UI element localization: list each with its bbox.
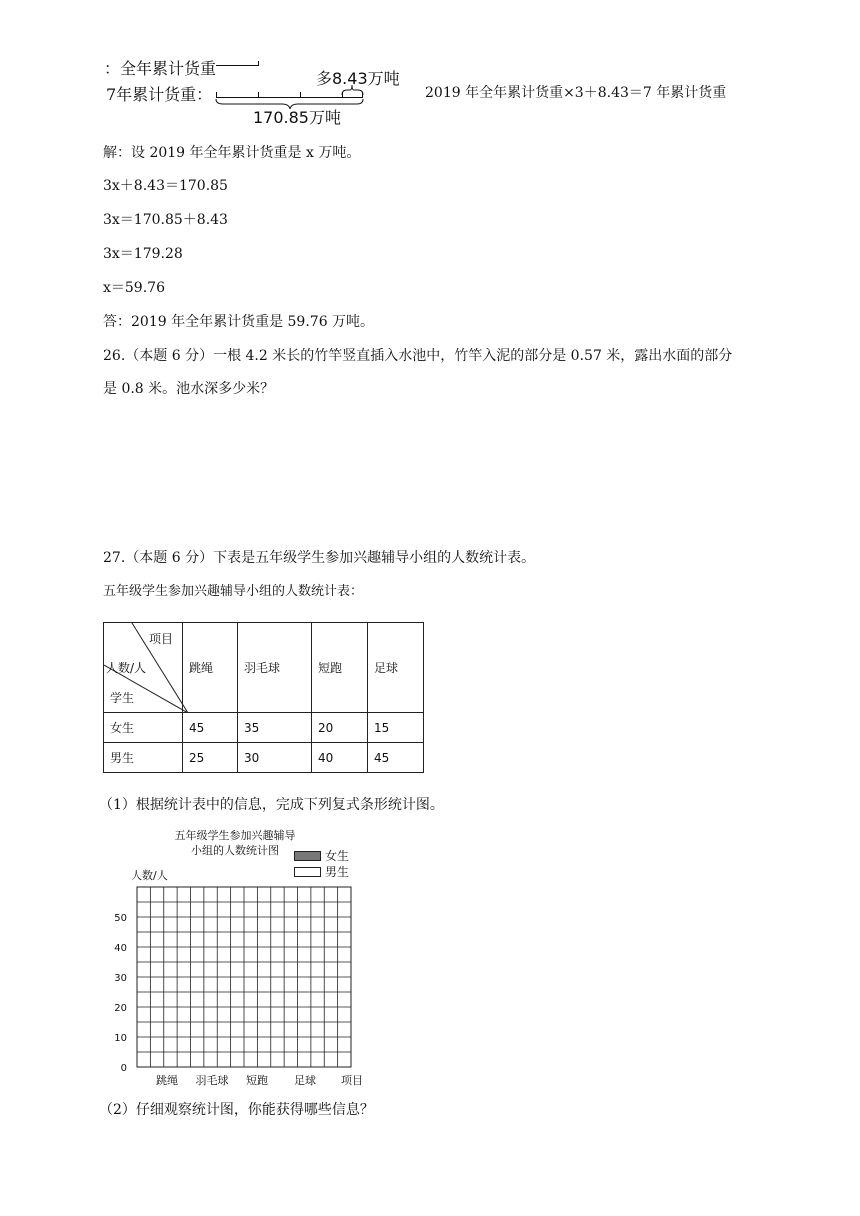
legend-swatch-girls	[294, 851, 321, 861]
diagram-relation: 2019 年全年累计货重×3＋8.43＝7 年累计货重	[425, 85, 727, 101]
corner-bottom-label: 学生	[110, 691, 135, 705]
row-label: 女生	[104, 713, 183, 743]
y-tick-label: 30	[114, 973, 127, 984]
solution-step-3: 3x＝179.28	[103, 246, 183, 262]
chart-ylabel: 人数/人	[131, 869, 168, 882]
diagram-line1-end	[258, 61, 259, 66]
table-cell: 45	[183, 713, 238, 743]
y-tick-label: 50	[114, 913, 127, 924]
corner-top-label: 项目	[149, 632, 174, 646]
y-tick-label: 40	[114, 943, 127, 954]
chart-title-line2: 小组的人数统计图	[191, 844, 279, 857]
table-cell: 25	[183, 743, 238, 773]
table-cell: 15	[368, 713, 424, 743]
table-corner-cell	[104, 623, 183, 713]
solution-answer: 答：2019 年全年累计货重是 59.76 万吨。	[103, 314, 375, 330]
q27-table-title: 五年级学生参加兴趣辅导小组的人数统计表：	[103, 584, 364, 599]
col-header: 短跑	[312, 623, 368, 713]
chart-title-line1: 五年级学生参加兴趣辅导	[174, 829, 296, 842]
table-cell: 35	[238, 713, 312, 743]
diagram-line1	[216, 65, 258, 66]
col-header: 羽毛球	[238, 623, 312, 713]
legend-label-girls: 女生	[325, 849, 350, 863]
q27-intro: 27.（本题 6 分）下表是五年级学生参加兴趣辅导小组的人数统计表。	[103, 550, 536, 566]
y-tick-label: 0	[120, 1063, 127, 1074]
x-tick-label: 足球	[294, 1074, 316, 1087]
diagram-total-label: 170.85万吨	[253, 108, 341, 127]
stats-table	[103, 622, 424, 773]
diagram-line1-label: 全年累计货重：	[103, 59, 216, 78]
row-label: 男生	[104, 743, 183, 773]
corner-middle-label: 人数/人	[106, 661, 147, 675]
x-tick-label: 羽毛球	[195, 1074, 229, 1087]
table-cell: 40	[312, 743, 368, 773]
solution-step-2: 3x＝170.85＋8.43	[103, 212, 228, 228]
x-tick-label: 跳绳	[156, 1074, 178, 1087]
legend-swatch-boys	[294, 867, 321, 877]
diagram-line2-label: 7年累计货重：	[106, 85, 213, 104]
q27-part2: （2）仔细观察统计图，你能获得哪些信息？	[99, 1102, 374, 1118]
chart-title	[160, 828, 310, 858]
solution-setup: 解：设 2019 年全年累计货重是 x 万吨。	[103, 145, 361, 161]
bar-chart-grid	[100, 880, 380, 1090]
solution-step-1: 3x＋8.43＝170.85	[103, 178, 228, 194]
table-cell: 20	[312, 713, 368, 743]
legend-label-boys: 男生	[325, 865, 350, 879]
table-row	[104, 743, 424, 773]
x-tick-label: 短跑	[246, 1074, 268, 1087]
col-header: 足球	[368, 623, 424, 713]
col-header: 跳绳	[183, 623, 238, 713]
y-tick-label: 20	[114, 1003, 127, 1014]
table-cell: 30	[238, 743, 312, 773]
chart-xlabel: 项目	[341, 1074, 363, 1087]
y-tick-label: 10	[114, 1033, 127, 1044]
q27-part1: （1）根据统计表中的信息，完成下列复式条形统计图。	[99, 797, 444, 813]
table-row	[104, 713, 424, 743]
solution-step-4: x＝59.76	[103, 280, 165, 296]
diagram-more-label: 多8.43万吨	[316, 69, 400, 88]
q26-line1: 26.（本题 6 分）一根 4.2 米长的竹竿竖直插入水池中，竹竿入泥的部分是 0.57 米，露出水面的部分	[103, 348, 733, 364]
q26-line2: 是 0.8 米。池水深多少米？	[103, 381, 275, 397]
table-cell: 45	[368, 743, 424, 773]
